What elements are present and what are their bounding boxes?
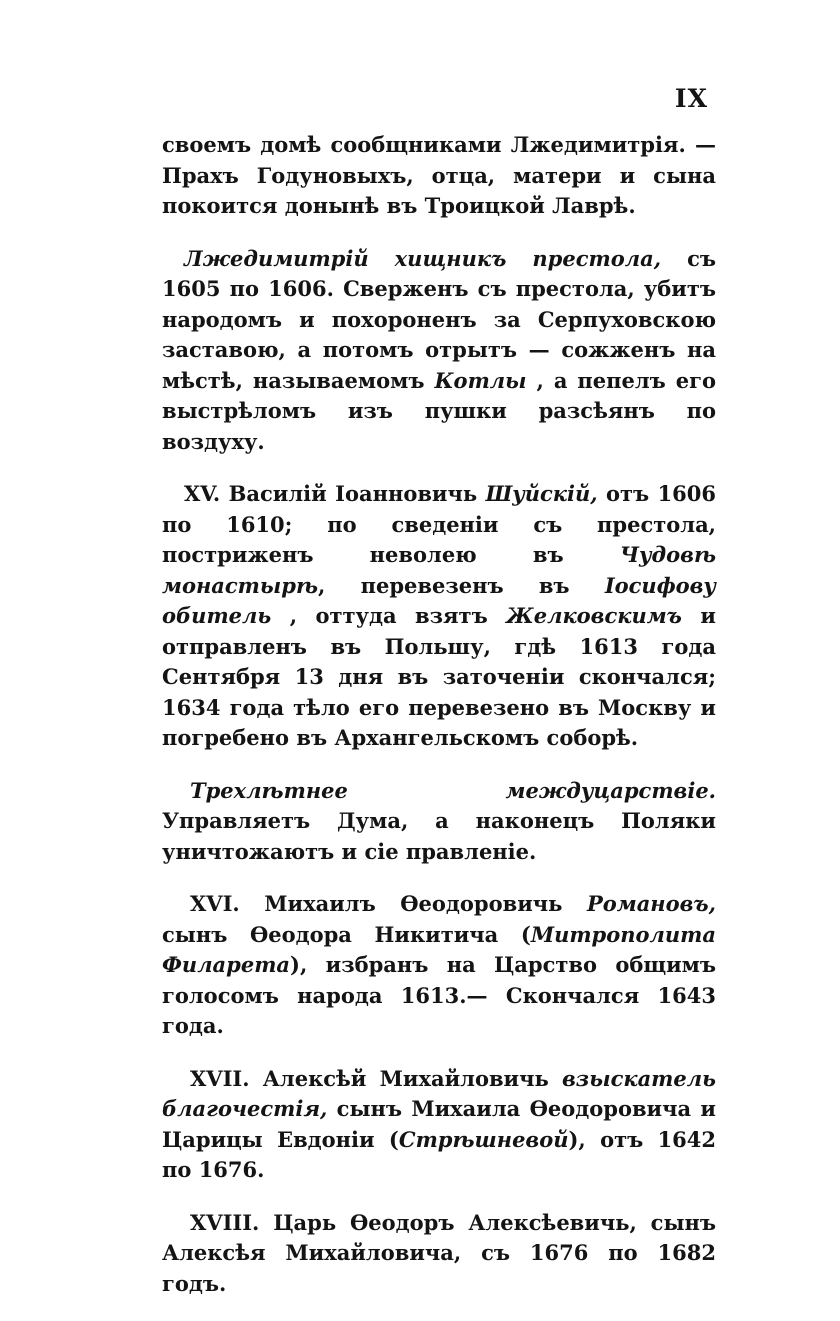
page-number: IX <box>674 84 708 113</box>
abbey-name-italic: Іосифову обитель <box>162 572 716 628</box>
ruler-numeral: XVIII. <box>190 1209 260 1235</box>
paragraph-text: сынъ Михаила Ѳеодоровича и Царицы Евдоніи ( <box>162 1096 716 1152</box>
page-body <box>162 130 716 1321</box>
paragraph-text: отъ 1606 по 1610; по сведеніи съ престола, постриженъ неволею въ <box>162 481 716 567</box>
monastery-name-italic: Чудовѣ монастырѣ <box>162 542 716 598</box>
ruler-numeral: XVII. <box>190 1065 250 1091</box>
paragraph-text: Михаилъ Ѳеодоровичь <box>239 891 587 916</box>
paragraph-xviii-feodor <box>162 1208 716 1300</box>
surname-italic: Шуйскій, <box>485 481 598 506</box>
paragraph-text: и отправленъ въ Польшу, гдѣ 1613 года Сентября 13 дня въ заточеніи скончался; 1634 года тѣло его перевезено въ Москву и погребено въ Архангельскомъ соборѣ. <box>162 603 716 750</box>
paragraph-text: , перевезенъ въ <box>318 572 605 598</box>
paragraph-text: Алексѣй Михайловичь <box>249 1065 563 1091</box>
paragraph-text: Василій Іоанновичь <box>220 481 486 506</box>
paragraph-text: Царь Ѳеодоръ Алексѣевичь, сынъ Алексѣя Михайловича, съ 1676 по 1682 годъ. <box>162 1209 716 1296</box>
paragraph-false-dmitry <box>162 244 716 458</box>
ruler-numeral: XV. <box>184 481 221 506</box>
paragraph-text: , оттуда взятъ <box>271 603 507 628</box>
paragraph-text: съ 1605 по 1606. Сверженъ съ престола, убитъ народомъ и похороненъ за Серпуховскою заставою, а потомъ отрытъ — сожженъ на мѣстѣ, называемомъ <box>162 245 716 393</box>
paragraph-xvii-alexei <box>162 1064 716 1186</box>
paragraph-xvi-mikhail <box>162 889 716 1042</box>
place-name-italic: Котлы <box>434 367 527 393</box>
paragraph-text: Управляетъ Дума, а наконецъ Поляки уничтожаютъ и сіе правленіе. <box>162 808 716 864</box>
title-italic: Митрополита Филарета <box>162 921 716 977</box>
paragraph-text: своемъ домѣ сообщниками Лжедимитрія. — Прахъ Годуновыхъ, отца, матери и сына покоится донынѣ въ Троицкой Лаврѣ. <box>162 132 716 218</box>
paragraph-heading-italic: Трехлѣтнее междуцарствіе. <box>190 777 716 803</box>
ruler-numeral: XVI. <box>190 891 240 916</box>
paragraph-heading-italic: Лжедимитрій хищникъ престола, <box>184 245 662 271</box>
paragraph-text: , а пепелъ его выстрѣломъ изъ пушки разсѣянъ по воздуху. <box>162 367 717 454</box>
person-name-italic: Желковскимъ <box>506 603 682 628</box>
surname-italic: Романовъ, <box>586 891 716 916</box>
paragraph-xv-shuisky <box>162 479 716 754</box>
paragraph-text: сынъ Ѳеодора Никитича ( <box>162 921 531 947</box>
paragraph-text: ), избранъ на Царство общимъ голосомъ народа 1613.— Скончался 1643 года. <box>162 952 716 1038</box>
paragraph-interregnum <box>162 776 716 868</box>
paragraph-text: ), отъ 1642 по 1676. <box>162 1126 716 1182</box>
epithet-italic: взыскатель благочестія, <box>162 1065 716 1121</box>
paragraph-godunov-remains <box>162 130 716 222</box>
maiden-name-italic: Стрѣшневой <box>398 1126 569 1152</box>
